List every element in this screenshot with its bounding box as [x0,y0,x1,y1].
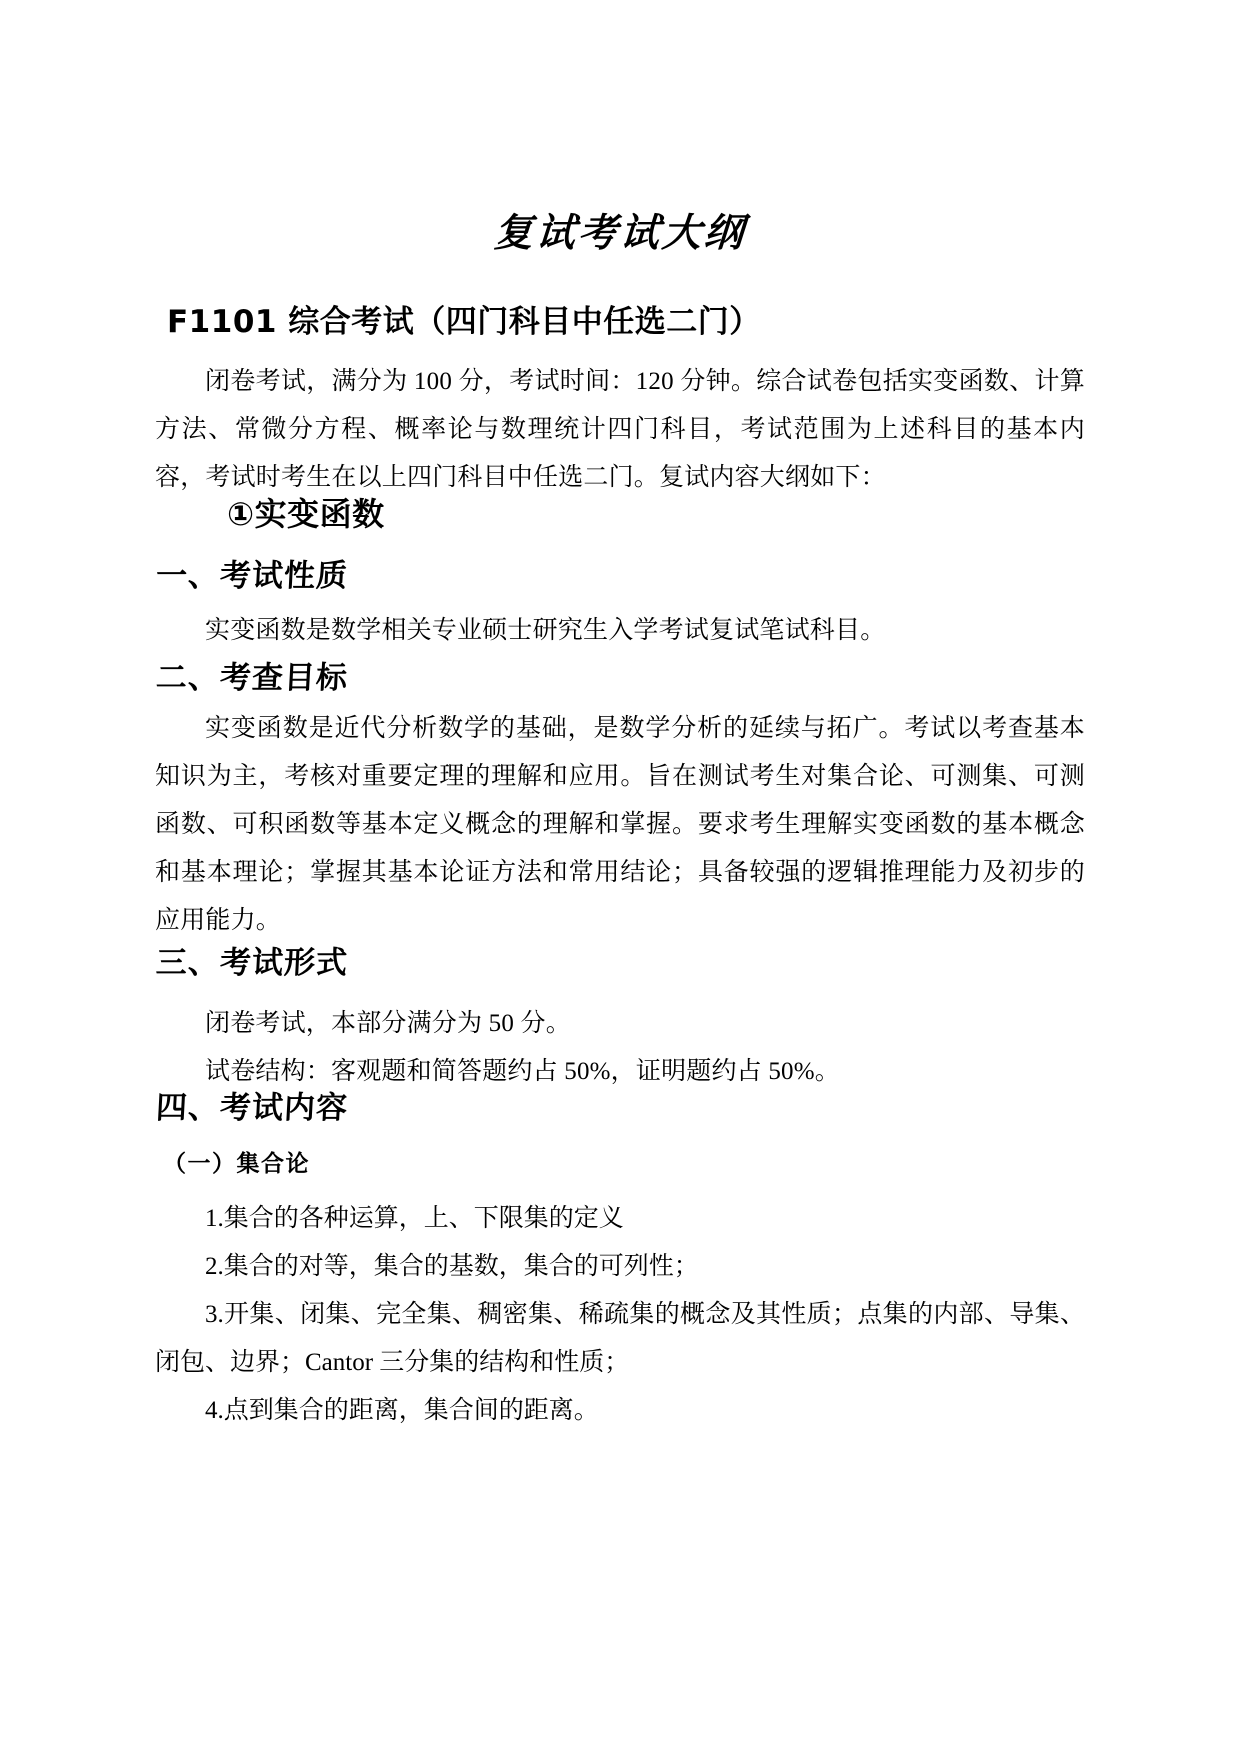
unit-heading-real-variable-functions: ①实变函数 [227,495,385,533]
section-heading-exam-format: 三、考试形式 [155,945,349,981]
paragraph: 闭卷考试，本部分满分为 50 分。 [205,1010,571,1037]
list-item: 4.点到集合的距离，集合间的距离。 [205,1397,599,1424]
section-body-assessment-objectives [155,705,1085,945]
section-heading-exam-content: 四、考试内容 [155,1090,349,1126]
paragraph: 试卷结构：客观题和简答题约占 50%，证明题约占 50%。 [205,1058,840,1085]
paragraph: 实变函数是数学相关专业硕士研究生入学考试复试笔试科目。 [205,617,886,644]
section-heading-exam-nature: 一、考试性质 [155,558,349,594]
list-item: 1.集合的各种运算，上、下限集的定义 [205,1205,624,1232]
page-title: 复试考试大纲 [492,210,748,256]
exam-code-subtitle: F1101 综合考试（四门科目中任选二门） [167,304,761,340]
list-item: 2.集合的对等，集合的基数，集合的可列性； [205,1253,699,1280]
sub-heading-set-theory: （一）集合论 [163,1151,310,1176]
list-item: 3.开集、闭集、完全集、稠密集、稀疏集的概念及其性质；点集的内部、导集、闭包、边界；Cantor 三分集的结构和性质； [155,1301,1085,1376]
intro-paragraph-block [155,358,1085,502]
section-heading-assessment-objectives: 二、考查目标 [155,660,349,696]
section-body-exam-format [155,1000,1085,1096]
section-body-exam-nature [155,607,1085,655]
paragraph: 实变函数是近代分析数学的基础，是数学分析的延续与拓广。考试以考查基本知识为主，考核对重要定理的理解和应用。旨在测试考生对集合论、可测集、可测函数、可积函数等基本定义概念的理解和掌握。要求考生理解实变函数的基本概念和基本理论；掌握其基本论证方法和常用结论；具备较强的逻辑推理能力及初步的应用能力。 [155,715,1085,934]
intro-paragraph: 闭卷考试，满分为 100 分，考试时间：120 分钟。综合试卷包括实变函数、计算方法、常微分方程、概率论与数理统计四门科目，考试范围为上述科目的基本内容，考试时考生在以上四门科目中任选二门。复试内容大纲如下： [155,368,1085,491]
